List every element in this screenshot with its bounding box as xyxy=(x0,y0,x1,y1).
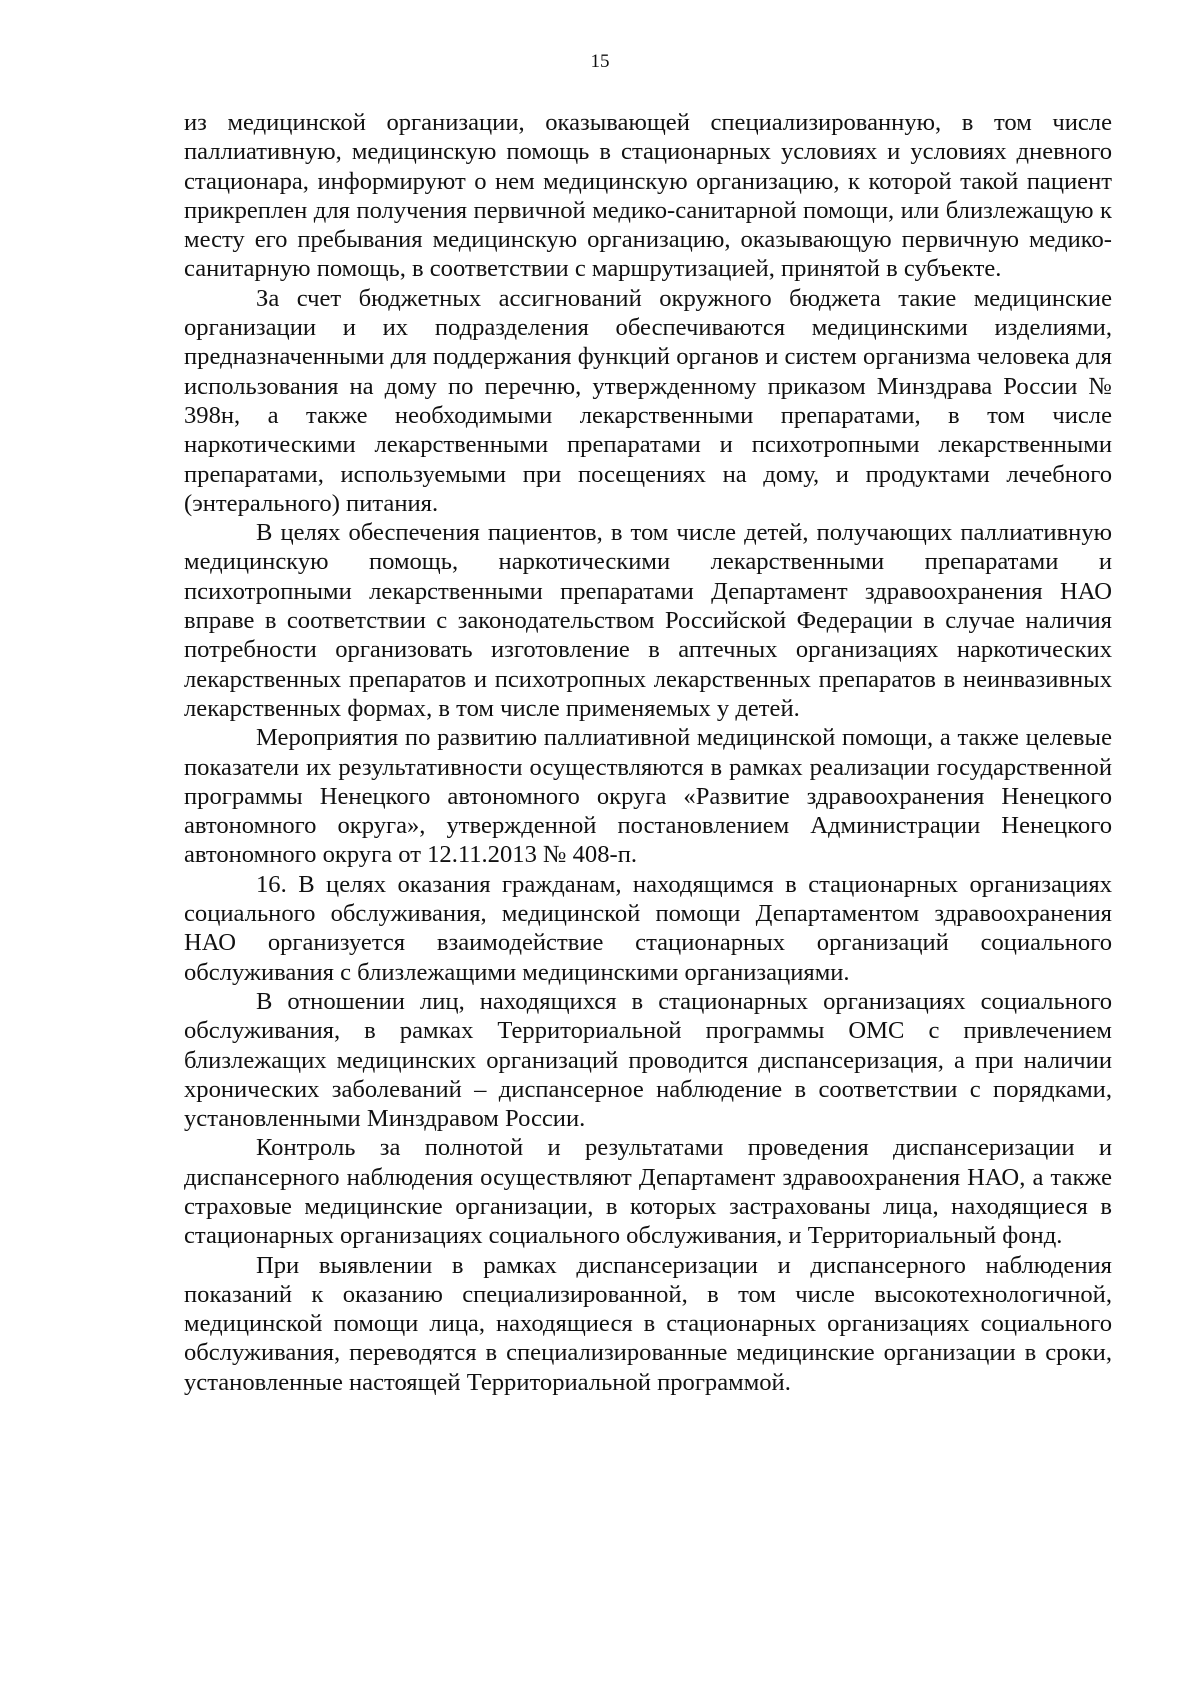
paragraph-section-16: 16. В целях оказания гражданам, находящимся в стационарных организациях социального обслуживания, медицинской помощи Департаментом здравоохранения НАО организуется взаимодействие стационарных организаций социального обслуживания с близлежащими медицинскими организациями. xyxy=(184,870,1112,986)
paragraph-control: Контроль за полнотой и результатами проведения диспансеризации и диспансерного наблюдения осуществляют Департамент здравоохранения НАО, а также страховые медицинские организации, в которых застрахованы лица, находящиеся в стационарных организациях социального обслуживания, и Территориальный фонд. xyxy=(184,1134,1112,1250)
paragraph-specialized-care: При выявлении в рамках диспансеризации и диспансерного наблюдения показаний к оказанию специализированной, в том числе высокотехнологичной, медицинской помощи лица, находящиеся в стационарных организациях социального обслуживания, переводятся в специализированные медицинские организации в сроки, установленные настоящей Территориальной программой. xyxy=(184,1251,1112,1396)
paragraph-palliative-program: Мероприятия по развитию паллиативной медицинской помощи, а также целевые показатели их результативности осуществляются в рамках реализации государственной программы Ненецкого автономного округа «Развитие здравоохранения Ненецкого автономного округа», утвержденной постановлением Администрации Ненецкого автономного округа от 12.11.2013 № 408-п. xyxy=(184,724,1112,869)
paragraph-budget-funding: За счет бюджетных ассигнований окружного бюджета такие медицинские организации и их подразделения обеспечиваются медицинскими изделиями, предназначенными для поддержания функций органов и систем организма человека для использования на дому по перечню, утвержденному приказом Минздрава России № 398н, а также необходимыми лекарственными препаратами, в том числе наркотическими лекарственными препаратами и психотропными лекарственными препаратами, используемыми при посещениях на дому, и продуктами лечебного (энтерального) питания. xyxy=(184,284,1112,517)
document-body xyxy=(184,108,1112,1397)
paragraph-narcotic-drugs: В целях обеспечения пациентов, в том числе детей, получающих паллиативную медицинскую помощь, наркотическими лекарственными препаратами и психотропными лекарственными препаратами Департамент здравоохранения НАО вправе в соответствии с законодательством Российской Федерации в случае наличия потребности организовать изготовление в аптечных организациях наркотических лекарственных препаратов и психотропных лекарственных препаратов в неинвазивных лекарственных формах, в том числе применяемых у детей. xyxy=(184,519,1112,722)
paragraph-continuation: из медицинской организации, оказывающей специализированную, в том числе паллиативную, медицинскую помощь в стационарных условиях и условиях дневного стационара, информируют о нем медицинскую организацию, к которой такой пациент прикреплен для получения первичной медико-санитарной помощи, или близлежащую к месту его пребывания медицинскую организацию, оказывающую первичную медико-санитарную помощь, в соответствии с маршрутизацией, принятой в субъекте. xyxy=(184,109,1112,283)
page-number: 15 xyxy=(590,51,610,72)
paragraph-dispensary-examination: В отношении лиц, находящихся в стационарных организациях социального обслуживания, в рамках Территориальной программы ОМС с привлечением близлежащих медицинских организаций проводится диспансеризация, а при наличии хронических заболеваний – диспансерное наблюдение в соответствии с порядками, установленными Минздравом России. xyxy=(184,987,1112,1133)
